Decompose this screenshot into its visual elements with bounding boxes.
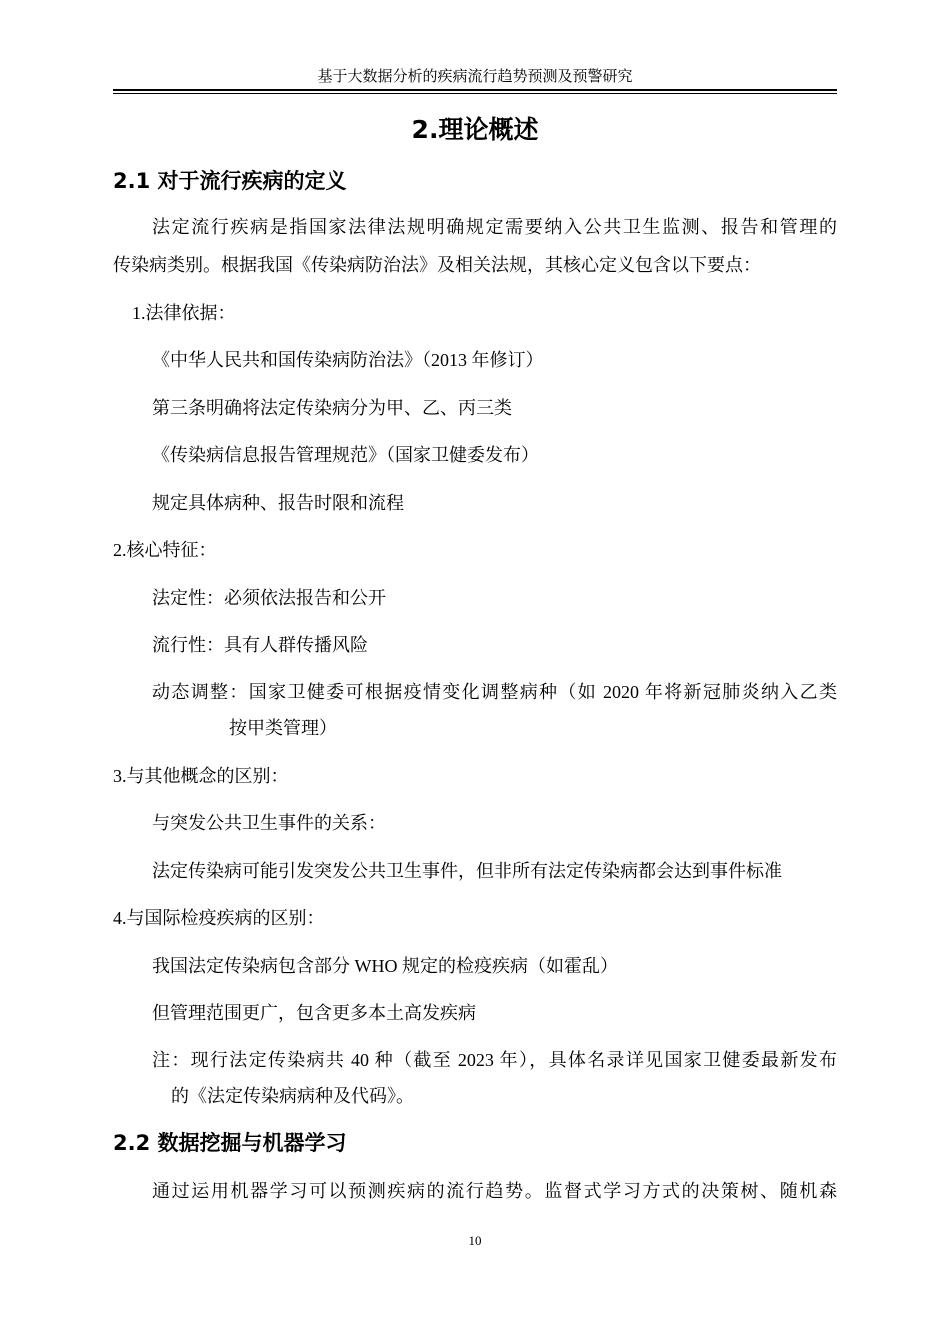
paragraph-line: 通过运用机器学习可以预测疾病的流行趋势。监督式学习方式的决策树、随机森 bbox=[152, 1181, 837, 1201]
list-item-line: 按甲类管理） bbox=[229, 718, 337, 738]
section-heading-2-2: 2.2 数据挖掘与机器学习 bbox=[113, 1131, 347, 1155]
list-item-line: 流行性：具有人群传播风险 bbox=[152, 635, 368, 655]
list-item-line: 规定具体病种、报告时限和流程 bbox=[152, 493, 404, 513]
header-rule-thin bbox=[113, 93, 837, 94]
list-item-line: 法定性：必须依法报告和公开 bbox=[152, 588, 386, 608]
list-item-line: 第三条明确将法定传染病分为甲、乙、丙三类 bbox=[152, 398, 512, 418]
chapter-title: 2.理论概述 bbox=[411, 115, 539, 144]
list-item-line: 与突发公共卫生事件的关系： bbox=[152, 813, 386, 833]
list-item-line: 《中华人民共和国传染病防治法》（2013 年修订） bbox=[152, 350, 544, 370]
list-item-line: 《传染病信息报告管理规范》（国家卫健委发布） bbox=[152, 445, 539, 465]
section-heading-2-1: 2.1 对于流行疾病的定义 bbox=[113, 169, 347, 193]
note-line: 注：现行法定传染病共 40 种（截至 2023 年），具体名录详见国家卫健委最新发布 bbox=[152, 1050, 837, 1070]
list-item-label: 4.与国际检疫疾病的区别： bbox=[113, 908, 325, 928]
list-item-label: 1.法律依据： bbox=[132, 303, 236, 323]
paragraph-line: 传染病类别。根据我国《传染病防治法》及相关法规，其核心定义包含以下要点： bbox=[113, 255, 761, 275]
list-item-line: 我国法定传染病包含部分 WHO 规定的检疫疾病（如霍乱） bbox=[152, 956, 618, 976]
paragraph-line: 法定流行疾病是指国家法律法规明确规定需要纳入公共卫生监测、报告和管理的 bbox=[152, 217, 837, 237]
header-rule-thick bbox=[113, 89, 837, 91]
running-header: 基于大数据分析的疾病流行趋势预测及预警研究 bbox=[317, 69, 633, 85]
page-number: 10 bbox=[468, 1233, 482, 1248]
list-item-label: 3.与其他概念的区别： bbox=[113, 766, 289, 786]
list-item-line: 但管理范围更广，包含更多本土高发疾病 bbox=[152, 1003, 476, 1023]
list-item-line: 动态调整：国家卫健委可根据疫情变化调整病种（如 2020 年将新冠肺炎纳入乙类 bbox=[152, 682, 837, 702]
note-line: 的《法定传染病病种及代码》。 bbox=[171, 1086, 414, 1106]
list-item-label: 2.核心特征： bbox=[113, 540, 217, 560]
list-item-line: 法定传染病可能引发突发公共卫生事件，但非所有法定传染病都会达到事件标准 bbox=[152, 861, 782, 881]
